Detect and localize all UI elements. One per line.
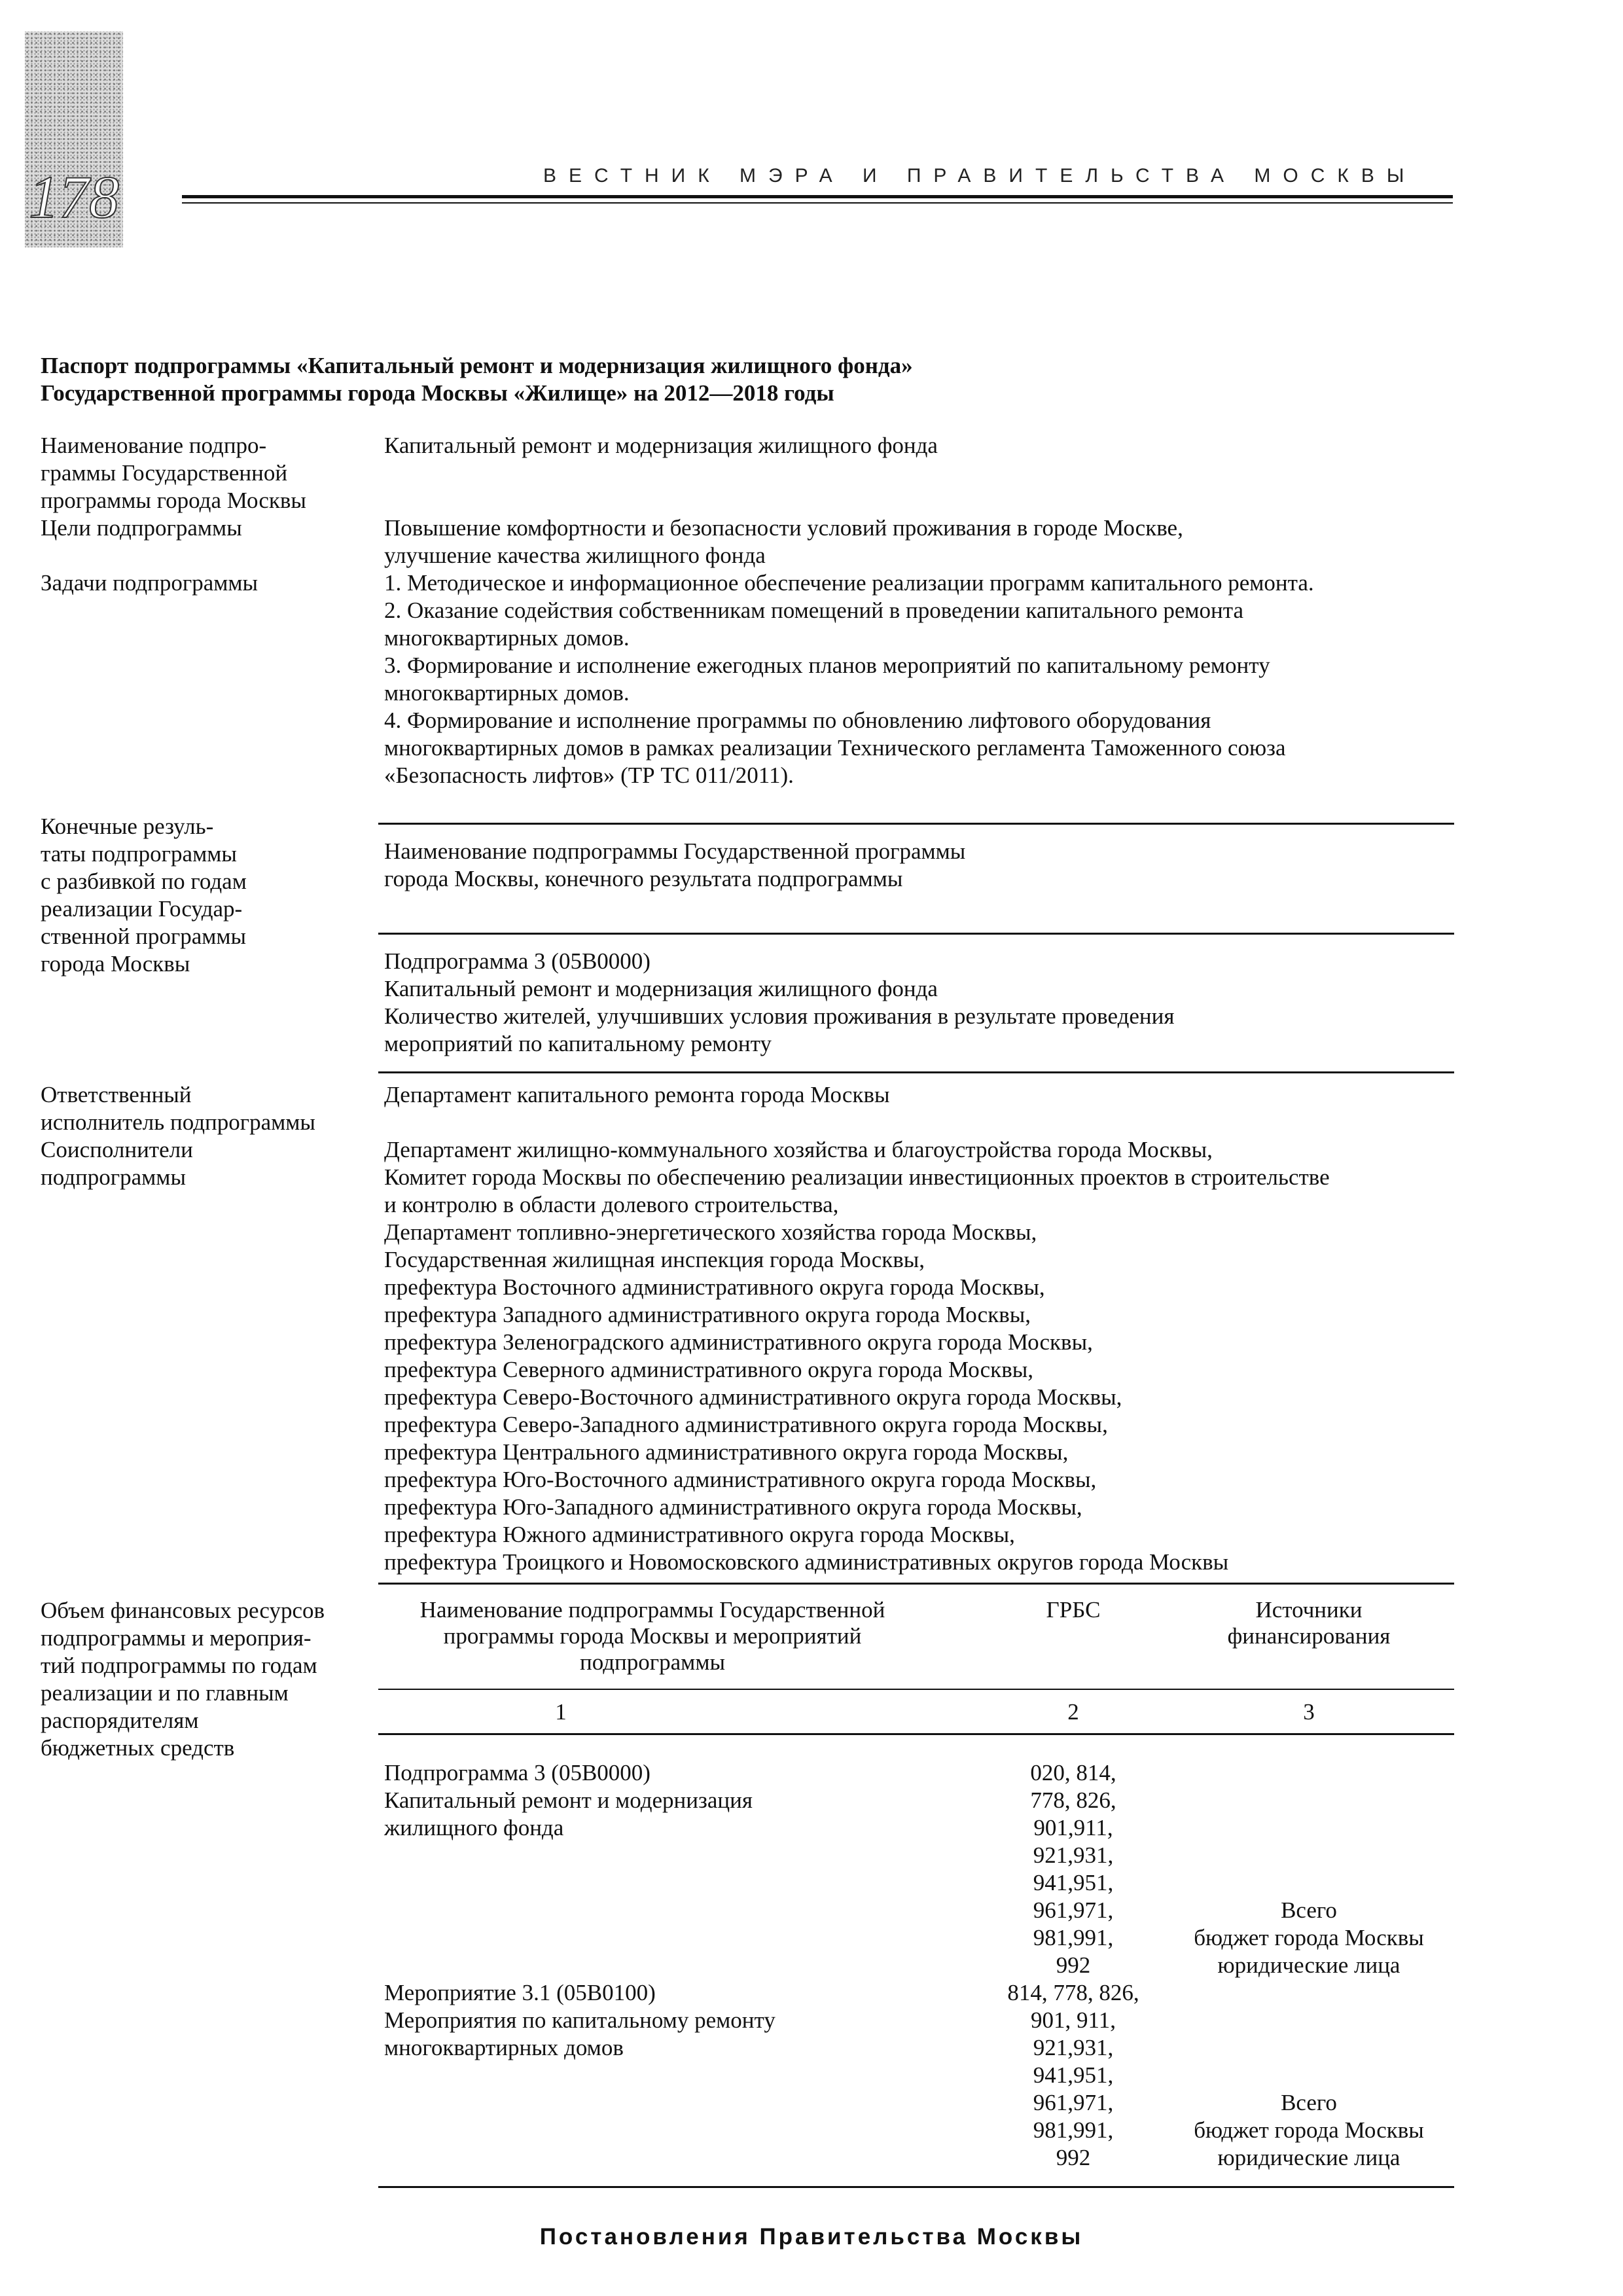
header-line: финансирования bbox=[1227, 1623, 1391, 1649]
entry-name-line: Мероприятие 3.1 (05В0100) bbox=[384, 1980, 656, 2005]
value-line: префектура Троицкого и Новомосковского административных округов города Москвы bbox=[384, 1549, 1229, 1575]
value-line: префектура Северо-Восточного административного округа города Москвы, bbox=[384, 1384, 1122, 1410]
label-responsible bbox=[41, 1081, 371, 1136]
label-line: ственной программы bbox=[41, 924, 247, 949]
finance-table-header-rule bbox=[378, 1689, 1454, 1690]
title-line: Паспорт подпрограммы «Капитальный ремонт и модернизация жилищного фонда» bbox=[41, 353, 913, 378]
finance-entry-grbs bbox=[969, 1759, 1178, 1979]
finance-entry-name bbox=[384, 1979, 973, 2062]
value-line: многоквартирных домов в рамках реализации Технического регламента Таможенного союза bbox=[384, 735, 1286, 761]
value-line: префектура Юго-Восточного административного округа города Москвы, bbox=[384, 1467, 1097, 1492]
label-co-executors bbox=[41, 1136, 371, 1191]
finance-entry-name bbox=[384, 1759, 973, 1842]
source-line: юридические лица bbox=[1217, 1952, 1400, 1978]
value-line: префектура Северного административного округа города Москвы, bbox=[384, 1357, 1033, 1382]
label-line: граммы Государственной bbox=[41, 460, 288, 486]
results-table-body bbox=[384, 948, 1464, 1058]
label-line: города Москвы bbox=[41, 951, 190, 977]
running-title: ВЕСТНИК МЭРА И ПРАВИТЕЛЬСТВА МОСКВЫ bbox=[543, 165, 1417, 187]
label-results bbox=[41, 813, 371, 978]
value-line: многоквартирных домов. bbox=[384, 625, 630, 651]
entry-name-line: Капитальный ремонт и модернизация bbox=[384, 1787, 753, 1813]
header-line: ГРБС bbox=[1046, 1597, 1101, 1623]
finance-entry-grbs bbox=[969, 1979, 1178, 2172]
value-line: 1. Методическое и информационное обеспечение реализации программ капитального ремонта. bbox=[384, 570, 1314, 596]
grbs-line: 941,951, bbox=[1033, 2062, 1114, 2088]
header-line: Источники bbox=[1255, 1597, 1363, 1623]
finance-entry-sources bbox=[1171, 2089, 1446, 2172]
grbs-line: 981,991, bbox=[1033, 2117, 1114, 2143]
value-line: префектура Западного административного округа города Москвы, bbox=[384, 1302, 1031, 1327]
entry-name-line: Мероприятия по капитальному ремонту bbox=[384, 2007, 776, 2033]
label-line: Соисполнители bbox=[41, 1137, 193, 1162]
value-line: Департамент топливно-энергетического хозяйства города Москвы, bbox=[384, 1219, 1037, 1245]
source-line: Всего bbox=[1281, 2090, 1337, 2115]
grbs-line: 992 bbox=[1056, 2145, 1091, 2170]
entry-name-line: жилищного фонда bbox=[384, 1815, 564, 1840]
document-title bbox=[41, 352, 1454, 407]
finance-table-top-rule bbox=[378, 1583, 1454, 1585]
value-line: префектура Южного административного округа города Москвы, bbox=[384, 1522, 1015, 1547]
header-line: программы города Москвы и мероприятий bbox=[443, 1623, 862, 1649]
header-line: подпрограммы bbox=[580, 1649, 725, 1675]
label-line: Цели подпрограммы bbox=[41, 515, 242, 541]
value-line: Капитальный ремонт и модернизация жилищного фонда bbox=[384, 976, 938, 1001]
value-line: префектура Центрального административного округа города Москвы, bbox=[384, 1439, 1069, 1465]
label-line: тий подпрограммы по годам bbox=[41, 1653, 317, 1678]
finance-table-numbers-rule bbox=[378, 1733, 1454, 1735]
header-rule bbox=[182, 195, 1453, 204]
header-line: Наименование подпрограммы Государственной bbox=[419, 1597, 885, 1623]
value-line: префектура Зеленоградского административного округа города Москвы, bbox=[384, 1329, 1093, 1355]
grbs-line: 901, 911, bbox=[1031, 2007, 1116, 2033]
results-table-mid-rule bbox=[378, 933, 1454, 935]
value-line: 4. Формирование и исполнение программы по обновлению лифтового оборудования bbox=[384, 708, 1211, 733]
value-line: Повышение комфортности и безопасности условий проживания в городе Москве, bbox=[384, 515, 1183, 541]
label-finance bbox=[41, 1597, 371, 1762]
label-line: подпрограммы bbox=[41, 1164, 186, 1190]
entry-name-line: многоквартирных домов bbox=[384, 2035, 624, 2060]
value-line: Департамент жилищно-коммунального хозяйства и благоустройства города Москвы, bbox=[384, 1137, 1213, 1162]
value-goals bbox=[384, 514, 1464, 569]
value-tasks bbox=[384, 569, 1464, 789]
results-table-bottom-rule bbox=[378, 1071, 1454, 1073]
finance-col-number-3: 3 bbox=[1303, 1699, 1315, 1725]
value-line: префектура Северо-Западного административного округа города Москвы, bbox=[384, 1412, 1108, 1437]
value-line: Департамент капитального ремонта города Москвы bbox=[384, 1082, 890, 1107]
grbs-line: 901,911, bbox=[1033, 1815, 1113, 1840]
finance-entry-sources bbox=[1171, 1897, 1446, 1979]
value-line: мероприятий по капитальному ремонту bbox=[384, 1031, 772, 1056]
value-line: многоквартирных домов. bbox=[384, 680, 630, 706]
finance-col-header-grbs bbox=[995, 1597, 1152, 1623]
source-line: бюджет города Москвы bbox=[1194, 1925, 1424, 1950]
grbs-line: 981,991, bbox=[1033, 1925, 1114, 1950]
finance-col-header-sources bbox=[1171, 1597, 1446, 1649]
value-line: префектура Юго-Западного административного округа города Москвы, bbox=[384, 1494, 1082, 1520]
value-line: Наименование подпрограммы Государственной программы bbox=[384, 838, 966, 864]
label-line: Ответственный bbox=[41, 1082, 192, 1107]
grbs-line: 921,931, bbox=[1033, 2035, 1114, 2060]
entry-name-line: Подпрограмма 3 (05В0000) bbox=[384, 1760, 651, 1785]
label-line: Конечные резуль- bbox=[41, 814, 214, 839]
label-line: подпрограммы и мероприя- bbox=[41, 1625, 312, 1651]
value-line: улучшение качества жилищного фонда bbox=[384, 543, 766, 568]
value-name bbox=[384, 432, 1464, 459]
source-line: бюджет города Москвы bbox=[1194, 2117, 1424, 2143]
grbs-line: 941,951, bbox=[1033, 1870, 1114, 1895]
label-line: распорядителям bbox=[41, 1708, 199, 1733]
finance-col-number-2: 2 bbox=[1067, 1699, 1079, 1725]
page-footer: Постановления Правительства Москвы bbox=[539, 2224, 1084, 2250]
source-line: юридические лица bbox=[1217, 2145, 1400, 2170]
finance-col-number-1: 1 bbox=[555, 1699, 567, 1725]
label-line: реализации Государ- bbox=[41, 896, 243, 922]
value-line: и контролю в области долевого строительства, bbox=[384, 1192, 839, 1217]
value-line: 3. Формирование и исполнение ежегодных планов мероприятий по капитальному ремонту bbox=[384, 653, 1270, 678]
label-name bbox=[41, 432, 371, 514]
label-line: Наименование подпро- bbox=[41, 433, 267, 458]
grbs-line: 961,971, bbox=[1033, 2090, 1114, 2115]
value-responsible bbox=[384, 1081, 1464, 1109]
page-number: 178 bbox=[29, 164, 119, 230]
label-line: реализации и по главным bbox=[41, 1680, 289, 1706]
label-line: Задачи подпрограммы bbox=[41, 570, 259, 596]
source-line: Всего bbox=[1281, 1897, 1337, 1923]
grbs-line: 020, 814, bbox=[1030, 1760, 1116, 1785]
grbs-line: 778, 826, bbox=[1030, 1787, 1116, 1813]
label-line: таты подпрограммы bbox=[41, 841, 237, 867]
value-line: города Москвы, конечного результата подпрограммы bbox=[384, 866, 903, 891]
value-line: Подпрограмма 3 (05В0000) bbox=[384, 948, 651, 974]
value-line: Количество жителей, улучшивших условия проживания в результате проведения bbox=[384, 1003, 1175, 1029]
label-line: бюджетных средств bbox=[41, 1735, 235, 1761]
value-line: 2. Оказание содействия собственникам помещений в проведении капитального ремонта bbox=[384, 598, 1244, 623]
title-line: Государственной программы города Москвы «Жилище» на 2012—2018 годы bbox=[41, 380, 834, 406]
label-line: с разбивкой по годам bbox=[41, 869, 247, 894]
finance-col-header-name bbox=[384, 1597, 921, 1676]
grbs-line: 961,971, bbox=[1033, 1897, 1114, 1923]
results-table-header bbox=[384, 838, 1464, 893]
label-line: Объем финансовых ресурсов bbox=[41, 1598, 325, 1623]
value-co-executors bbox=[384, 1136, 1464, 1576]
grbs-line: 992 bbox=[1056, 1952, 1091, 1978]
label-line: программы города Москвы bbox=[41, 488, 306, 513]
label-line: исполнитель подпрограммы bbox=[41, 1109, 315, 1135]
value-line: префектура Восточного административного округа города Москвы, bbox=[384, 1274, 1045, 1300]
label-goals bbox=[41, 514, 371, 542]
value-line: Государственная жилищная инспекция города Москвы, bbox=[384, 1247, 925, 1272]
finance-table-bottom-rule bbox=[378, 2186, 1454, 2188]
label-tasks bbox=[41, 569, 371, 597]
page-number-badge bbox=[25, 31, 123, 247]
results-table-top-rule bbox=[378, 823, 1454, 825]
grbs-line: 921,931, bbox=[1033, 1842, 1114, 1868]
grbs-line: 814, 778, 826, bbox=[1007, 1980, 1139, 2005]
value-line: Комитет города Москвы по обеспечению реализации инвестиционных проектов в строительстве bbox=[384, 1164, 1330, 1190]
value-line: «Безопасность лифтов» (ТР ТС 011/2011). bbox=[384, 762, 794, 788]
value-line: Капитальный ремонт и модернизация жилищного фонда bbox=[384, 433, 938, 458]
